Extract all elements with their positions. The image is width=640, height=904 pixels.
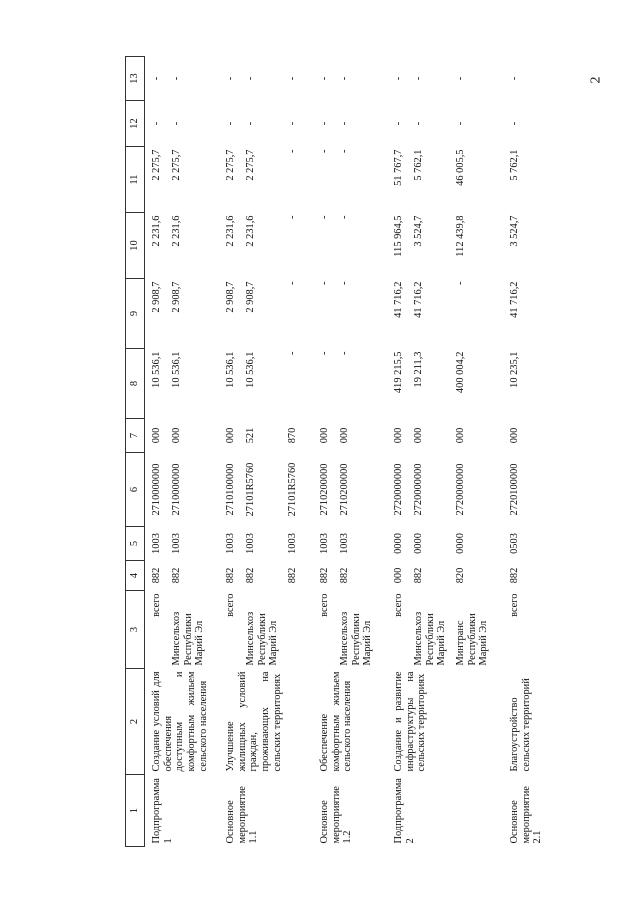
value: 882 [339,567,350,584]
rotated-table-stage [125,57,640,847]
value: 41 716,2 [413,281,424,318]
value: 2 275,7 [245,149,256,181]
value: 27101R5760 [287,462,298,517]
value: 2710100000 [225,463,236,516]
value-cell-c10 [387,213,503,279]
value-cell-c6 [313,453,387,527]
funding-source-cell [219,591,313,669]
value: - [151,121,162,126]
value: - [339,351,350,355]
table-body [145,57,550,847]
value: - [225,76,236,81]
value: 10 235,1 [509,351,520,388]
value-cell-c13 [313,57,387,101]
table-row [387,57,503,847]
value: 2 275,7 [151,149,162,181]
value: 0503 [509,533,520,554]
value: 882 [245,567,256,584]
value: 000 [339,427,350,444]
column-header: 6 [126,453,145,527]
value: - [509,76,520,81]
value: - [413,121,424,126]
value-cell-c13 [503,57,550,101]
value: - [509,121,520,126]
value: 41 716,2 [509,281,520,318]
value: 1003 [225,533,236,554]
value: 000 [171,427,182,444]
value: 2 908,7 [225,281,236,313]
value: 882 [509,567,520,584]
value-cell-c4 [219,561,313,591]
value: 521 [245,427,256,444]
value: 1003 [245,533,256,554]
value-cell-c13 [219,57,313,101]
program-name-cell: Основное мероприятие 2.1 [509,786,544,844]
value: 46 005,5 [455,149,466,186]
value: - [245,121,256,126]
column-header: 4 [126,561,145,591]
value: - [455,76,466,81]
value-cell-c6 [219,453,313,527]
funding-source: Минсельхоз Республики Марий Эл [413,611,448,666]
column-header: 11 [126,147,145,213]
value: 0000 [455,533,466,554]
value: 2 231,6 [225,215,236,247]
value: 2720100000 [509,463,520,516]
program-name-cell: Подпрограмма 2 [393,778,416,844]
value: 3 524,7 [413,215,424,247]
value: - [393,121,404,126]
value: 000 [151,427,162,444]
value: 41 716,2 [393,281,404,318]
value: 2 908,7 [151,281,162,313]
value: 1003 [171,533,182,554]
value: 820 [455,567,466,584]
value-cell-c8 [145,349,220,419]
funding-source: всего [319,593,330,617]
column-header: 9 [126,279,145,349]
funding-source-cell [313,591,387,669]
value-cell-c4 [145,561,220,591]
table-header [126,57,145,847]
value: - [171,76,182,81]
value: 2 908,7 [171,281,182,313]
value: - [339,121,350,126]
value: 2720000000 [413,463,424,516]
program-name-cell: Подпрограмма 1 [151,778,174,844]
value-cell-c8 [387,349,503,419]
value: - [413,76,424,81]
value: - [319,149,330,153]
program-title-cell: Улучшение жилищных условий граждан, проживающих на сельских территориях [225,671,283,772]
value: 000 [509,427,520,444]
value: - [455,121,466,126]
value-cell-c11 [219,147,313,213]
value: 10 536,1 [225,351,236,388]
program-title-cell: Создание условий для обеспечения доступным и комфортным жильем сельского населения [151,671,209,772]
value: 2 231,6 [245,215,256,247]
value: 10 536,1 [151,351,162,388]
value: - [287,351,298,355]
program-name-cell: Основное мероприятие 1.2 [319,786,354,844]
value: 5 762,1 [509,149,520,181]
value: 112 439,8 [455,215,466,257]
value-cell-c5 [503,527,550,561]
funding-source-cell [503,591,550,669]
program-title-cell: Создание и развитие инфраструктуры на сельских территориях [393,671,428,772]
value: - [339,281,350,285]
value: 000 [393,427,404,444]
funding-source: всего [509,593,520,617]
column-header: 3 [126,591,145,669]
value: - [171,121,182,126]
value: - [339,76,350,81]
value: - [393,76,404,81]
value-cell-c10 [503,213,550,279]
value-cell-c5 [145,527,220,561]
value: 2710000000 [151,463,162,516]
table-row [219,57,313,847]
value-cell-c5 [219,527,313,561]
value: 400 004,2 [455,351,466,394]
value: 51 767,7 [393,149,404,186]
value: 882 [319,567,330,584]
value-cell-c9 [503,279,550,349]
value-cell-c4 [503,561,550,591]
value: 000 [413,427,424,444]
value: - [225,121,236,126]
column-header: 7 [126,419,145,453]
value-cell-c8 [219,349,313,419]
value: - [287,121,298,126]
value: 882 [287,567,298,584]
value-cell-c4 [387,561,503,591]
value: 1003 [339,533,350,554]
funding-source-cell [145,591,220,669]
value: 000 [319,427,330,444]
value-cell-c12 [219,101,313,147]
value-cell-c9 [145,279,220,349]
funding-source: всего [151,593,162,617]
value: - [339,215,350,219]
column-header: 12 [126,101,145,147]
value: - [339,149,350,153]
value: 882 [171,567,182,584]
value: 10 536,1 [171,351,182,388]
column-header: 13 [126,57,145,101]
value-cell-c10 [219,213,313,279]
value: 1003 [319,533,330,554]
value-cell-c13 [387,57,503,101]
value: - [287,281,298,285]
value-cell-c11 [313,147,387,213]
funding-source: Минсельхоз Республики Марий Эл [245,611,280,666]
value: - [319,351,330,355]
value: 2 908,7 [245,281,256,313]
value-cell-c9 [219,279,313,349]
value: 419 215,5 [393,351,404,394]
value-cell-c6 [503,453,550,527]
column-header: 1 [126,775,145,847]
value: 2710200000 [319,463,330,516]
value-cell-c6 [387,453,503,527]
value: 2710200000 [339,463,350,516]
table-row [145,57,220,847]
value: 2720000000 [393,463,404,516]
funding-source: Минсельхоз Республики Марий Эл [171,611,206,666]
column-header: 5 [126,527,145,561]
value-cell-c7 [503,419,550,453]
value: 2 275,7 [171,149,182,181]
value: - [319,281,330,285]
value-cell-c13 [145,57,220,101]
value: 10 536,1 [245,351,256,388]
value-cell-c12 [387,101,503,147]
value-cell-c7 [219,419,313,453]
value-cell-c9 [387,279,503,349]
value-cell-c12 [503,101,550,147]
program-name-cell: Основное мероприятие 1.1 [225,786,260,844]
value: 000 [225,427,236,444]
value-cell-c6 [145,453,220,527]
funding-source: всего [225,593,236,617]
value: 882 [413,567,424,584]
value-cell-c10 [145,213,220,279]
value-cell-c12 [145,101,220,147]
page-number: 2 [588,76,604,84]
value: 870 [287,427,298,444]
value: 27101R5760 [245,462,256,517]
value: 1003 [287,533,298,554]
program-title-cell: Благоустройство сельских территорий [509,678,532,772]
table-row [503,57,550,847]
value: 882 [151,567,162,584]
budget-table [125,56,550,847]
value: 115 964,5 [393,215,404,257]
value-cell-c11 [387,147,503,213]
value: - [319,76,330,81]
program-title-cell: Обеспечение комфортным жильем сельского населения [319,671,354,772]
column-header: 8 [126,349,145,419]
value-cell-c9 [313,279,387,349]
value: 1003 [151,533,162,554]
value: - [455,281,466,285]
value-cell-c7 [313,419,387,453]
value-cell-c5 [313,527,387,561]
value: 000 [455,427,466,444]
value-cell-c4 [313,561,387,591]
value-cell-c12 [313,101,387,147]
value: - [151,76,162,81]
value-cell-c11 [145,147,220,213]
value: 19 211,3 [413,351,424,388]
value: 0000 [393,533,404,554]
value-cell-c7 [145,419,220,453]
value: 2720000000 [455,463,466,516]
table-row [313,57,387,847]
funding-source [287,594,305,666]
value: 3 524,7 [509,215,520,247]
value: 2 231,6 [151,215,162,247]
value-cell-c10 [313,213,387,279]
value-cell-c11 [503,147,550,213]
value: 2710000000 [171,463,182,516]
value: 882 [225,567,236,584]
value: - [319,121,330,126]
value-cell-c8 [503,349,550,419]
value: 0000 [413,533,424,554]
value: - [245,76,256,81]
value-cell-c7 [387,419,503,453]
column-header: 10 [126,213,145,279]
value: 2 231,6 [171,215,182,247]
funding-source: Минтранс Республики Марий Эл [455,613,490,666]
funding-source-cell [387,591,503,669]
value: - [287,149,298,153]
value-cell-c8 [313,349,387,419]
funding-source: всего [393,593,404,617]
value: - [287,215,298,219]
value: 2 275,7 [225,149,236,181]
funding-source: Минсельхоз Республики Марий Эл [339,611,374,666]
value: - [319,215,330,219]
value: - [287,76,298,81]
column-header: 2 [126,669,145,775]
value-cell-c5 [387,527,503,561]
value: 000 [393,567,404,584]
header-row [126,57,145,847]
value: 5 762,1 [413,149,424,181]
